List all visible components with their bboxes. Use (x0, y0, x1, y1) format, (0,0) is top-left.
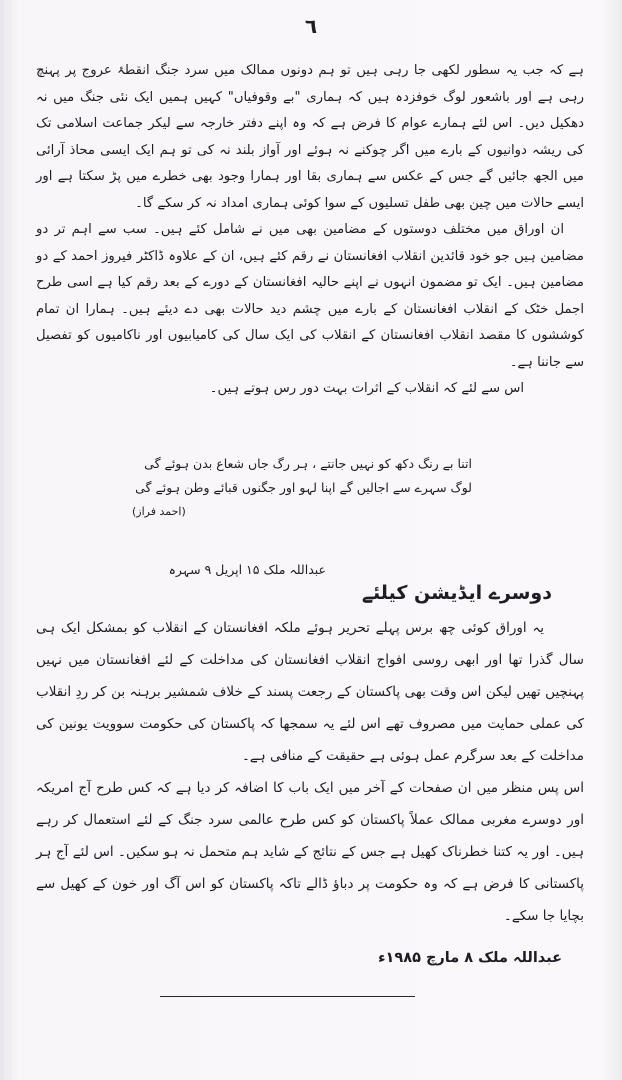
page-number: ٦ (304, 14, 318, 38)
second-edition-signature: عبداللہ ملک ۸ مارچ ۱۹۸۵ء (378, 950, 562, 966)
second-edition-paragraph-1: یہ اوراق کوئی چھ برس پہلے تحریر ہوئے ملکہ افغانستان کے انقلاب کو بمشکل ایک ہی سال گذرا تھا اور ابھی روسی افواج انقلاب افغانستان کی مداخلت کے لئے افغانستان میں نہیں پہنچیں تھیں لیکن اس وقت بھی پاکستان کے رجعت پسند کے خلاف شمشیر برہنہ بن کر ردِ انقلاب کی عملی حمایت میں مصروف تھے اس لئے یہ سمجھا کہ پاکستان کی حکومت سوویت یونین کی مداخلت کے بعد سرگرم عمل ہوئی ہے حقیقت کے منافی ہے۔ (36, 620, 584, 764)
poem-line-2: لوگ سہرے سے اجالیں گے اپنا لہو اور جگنوں قبائے وطن ہوئے گی (135, 480, 472, 495)
intro-paragraph-2: ان اوراق میں مختلف دوستوں کے مضامین بھی میں نے شامل کئے ہیں۔ سب سے اہم تر دو مضامین ہیں جو خود قائدین انقلاب افغانستان نے رقم کئے ہیں، ان کے علاوہ ڈاکٹر فیروز احمد کے دو مضامین ہیں۔ ایک تو مضمون انہوں نے اپنے حالیہ افغانستان کے دورے کے بعد رقم کیا ہے اسی طرح اجمل خٹک کے انقلاب افغانستان کے بارے میں چشم دید حالات بھی دے دیئے ہیں۔ ہمارا ان تمام کوششوں کا مقصد انقلاب افغانستان کے انقلاب کی ایک سال کی کامیابیوں اور ناکامیوں کو تفصیل سے جاننا ہے۔ (36, 222, 584, 370)
second-edition-heading: دوسرے ایڈیشن کیلئے (361, 582, 552, 604)
intro-paragraph-3: اس سے لئے کہ انقلاب کے اثرات بہت دور رس ہوتے ہیں۔ (209, 381, 524, 396)
second-edition-section (36, 612, 584, 932)
poem-line-1: اتنا بے رنگ دکھ کو نہیں جانتے ، ہر رگ جاں شعاع بدن ہوئے گی (144, 456, 472, 471)
first-signature: عبداللہ ملک ۱۵ اپریل ۹ سہرہ (168, 562, 326, 577)
intro-section (36, 58, 584, 403)
divider-line (160, 996, 415, 997)
intro-paragraph-1: ہے کہ جب یہ سطور لکھی جا رہی ہیں تو ہم دونوں ممالک میں سرد جنگ انقطۂ عروج پر پہنچ رہی ہے اور باشعور لوگ خوفزدہ ہیں کہ ہماری "بے وقوفیاں" کہیں ہمیں ایک نئی جنگ میں نہ دھکیل دیں۔ اس لئے ہمارے عوام کا فرض ہے کہ وہ اپنے دفتر خارجہ سے لیکر جماعت اسلامی تک کی ریشہ دوانیوں کے بارے میں اگر چوکنے نہ ہوئے اور آواز بلند نہ کی تو ہم ایک ایسی محاذ آرائی میں الجھ جائیں گے جس کے عکس سے ہماری بقا اور ہمارا وجود بھی خطرے میں پڑ سکتا ہے اور ایسے حالات میں چین بھی طفل تسلیوں کے سوا کوئی ہماری امداد نہ کر سکے گا۔ (36, 63, 584, 211)
second-edition-paragraph-2: اس پس منظر میں ان صفحات کے آخر میں ایک باب کا اضافہ کر دیا ہے کہ کس طرح آج امریکہ اور دوسرے مغربی ممالک عملاً پاکستان کو کس طرح عالمی سرد جنگ کے لئے استعمال کر رہے ہیں۔ اور یہ کتنا خطرناک کھیل ہے جس کے نتائج کے شاید ہم متحمل نہ ہو سکیں۔ اس لئے آج ہر پاکستانی کا فرض ہے کہ وہ حکومت پر دباؤ ڈالے تاکہ پاکستان کو اس آگ اور خون کے کھیل سے بچایا جا سکے۔ (36, 780, 584, 924)
poem-block (132, 452, 472, 524)
poem-attribution: (احمد فراز) (132, 505, 186, 518)
